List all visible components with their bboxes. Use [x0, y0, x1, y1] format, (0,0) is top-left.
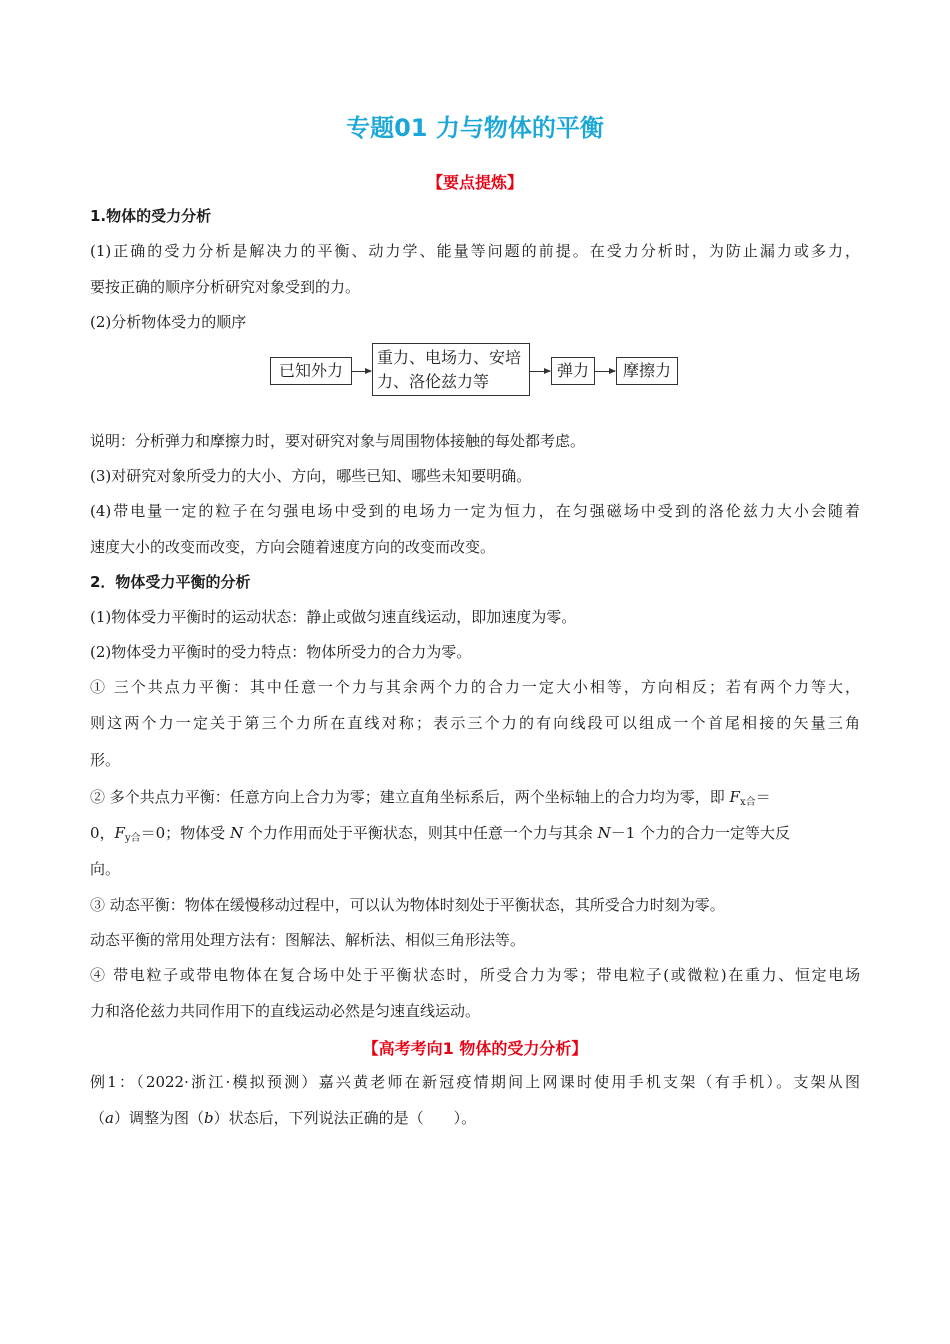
paragraph-1-line-1: (1)正确的受力分析是解决力的平衡、动力学、能量等问题的前提。在受力分析时，为防止漏力或多力， — [90, 242, 860, 260]
case-4-line-2: 力和洛伦兹力共同作用下的直线运动必然是匀速直线运动。 — [90, 1002, 481, 1020]
s2-paragraph-1: (1)物体受力平衡时的运动状态：静止或做匀速直线运动，即加速度为零。 — [90, 608, 577, 626]
note-line: 说明：分析弹力和摩擦力时，要对研究对象与周围物体接触的每处都考虑。 — [90, 432, 586, 450]
flow-box-field-forces-line-1: 重力、电场力、安培 — [377, 348, 522, 367]
symbol-F-y: F — [114, 824, 125, 842]
flow-box-known-forces: 已知外力 — [270, 357, 352, 385]
force-order-flowchart — [270, 343, 690, 399]
example-1-line-1: 例1：（2022·浙江·模拟预测）嘉兴黄老师在新冠疫情期间上网课时使用手机支架（有手机）。支架从图 — [90, 1073, 860, 1091]
case-2-text-2b: ＝0；物体受 — [140, 824, 230, 842]
case-2-line-3: 向。 — [90, 860, 121, 878]
case-2-text-2a: 0， — [90, 824, 115, 842]
case-2-line-1 — [90, 787, 860, 813]
case-1-line-1: ① 三个共点力平衡：其中任意一个力与其余两个力的合力一定大小相等，方向相反；若有两个力等大， — [90, 678, 860, 696]
case-1-line-2: 则这两个力一定关于第三个力所在直线对称；表示三个力的有向线段可以组成一个首尾相接的矢量三角 — [90, 714, 860, 732]
case-2-text-2c: 个力作用而处于平衡状态，则其中任意一个力与其余 — [243, 824, 598, 842]
s2-paragraph-2: (2)物体受力平衡时的受力特点：物体所受力的合力为零。 — [90, 643, 472, 661]
flow-arrow-3 — [595, 371, 615, 372]
paragraph-3: (3)对研究对象所受力的大小、方向，哪些已知、哪些未知要明确。 — [90, 467, 532, 485]
paragraph-4-line-1: (4)带电量一定的粒子在匀强电场中受到的电场力一定为恒力，在匀强磁场中受到的洛伦兹力大小会随着 — [90, 502, 860, 520]
heading-force-analysis: 1.物体的受力分析 — [90, 207, 212, 225]
case-2-line-2 — [90, 823, 860, 849]
symbol-F: F — [729, 788, 740, 806]
heading-equilibrium-analysis: 2．物体受力平衡的分析 — [90, 573, 251, 591]
flow-arrow-1 — [352, 371, 371, 372]
case-3-note: 动态平衡的常用处理方法有：图解法、解析法、相似三角形法等。 — [90, 931, 526, 949]
flow-arrow-2 — [530, 371, 550, 372]
paragraph-1-line-2: 要按正确的顺序分析研究对象受到的力。 — [90, 278, 361, 296]
page-title: 专题01 力与物体的平衡 — [346, 114, 604, 142]
exam-direction-heading: 【高考考向1 物体的受力分析】 — [362, 1039, 588, 1058]
example-text-c: ）状态后，下列说法正确的是（ ）。 — [213, 1109, 477, 1127]
case-1-line-3: 形。 — [90, 751, 121, 769]
case-2-text-1: ② 多个共点力平衡：任意方向上合力为零；建立直角坐标系后，两个坐标轴上的合力均为零，即 — [90, 788, 730, 806]
figure-label-a: a — [105, 1109, 114, 1127]
flow-box-friction: 摩擦力 — [616, 357, 678, 385]
subscript-y-total: y合 — [124, 833, 141, 844]
flow-box-elastic-force: 弹力 — [551, 357, 595, 385]
case-3: ③ 动态平衡：物体在缓慢移动过程中，可以认为物体时刻处于平衡状态，其所受合力时刻为零。 — [90, 896, 725, 914]
example-text-a: （ — [90, 1109, 106, 1127]
symbol-N: N — [229, 824, 244, 842]
example-1-line-2 — [90, 1108, 860, 1128]
subscript-x-total: x合 — [739, 797, 756, 808]
paragraph-2: (2)分析物体受力的顺序 — [90, 313, 247, 331]
case-4-line-1: ④ 带电粒子或带电物体在复合场中处于平衡状态时，所受合力为零；带电粒子(或微粒)在重力、恒定电场 — [90, 966, 860, 984]
flow-box-field-forces — [372, 343, 530, 396]
symbol-N-2: N — [597, 824, 611, 842]
section-heading-key-points: 【要点提炼】 — [426, 173, 523, 192]
paragraph-4-line-2: 速度大小的改变而改变，方向会随着速度方向的改变而改变。 — [90, 538, 496, 556]
equals-sign: ＝ — [755, 788, 771, 806]
flow-box-field-forces-line-2: 力、洛伦兹力等 — [377, 372, 490, 391]
case-2-text-2d: －1 个力的合力一定等大反 — [610, 824, 791, 842]
figure-label-b: b — [203, 1109, 214, 1127]
example-text-b: ）调整为图（ — [113, 1109, 204, 1127]
